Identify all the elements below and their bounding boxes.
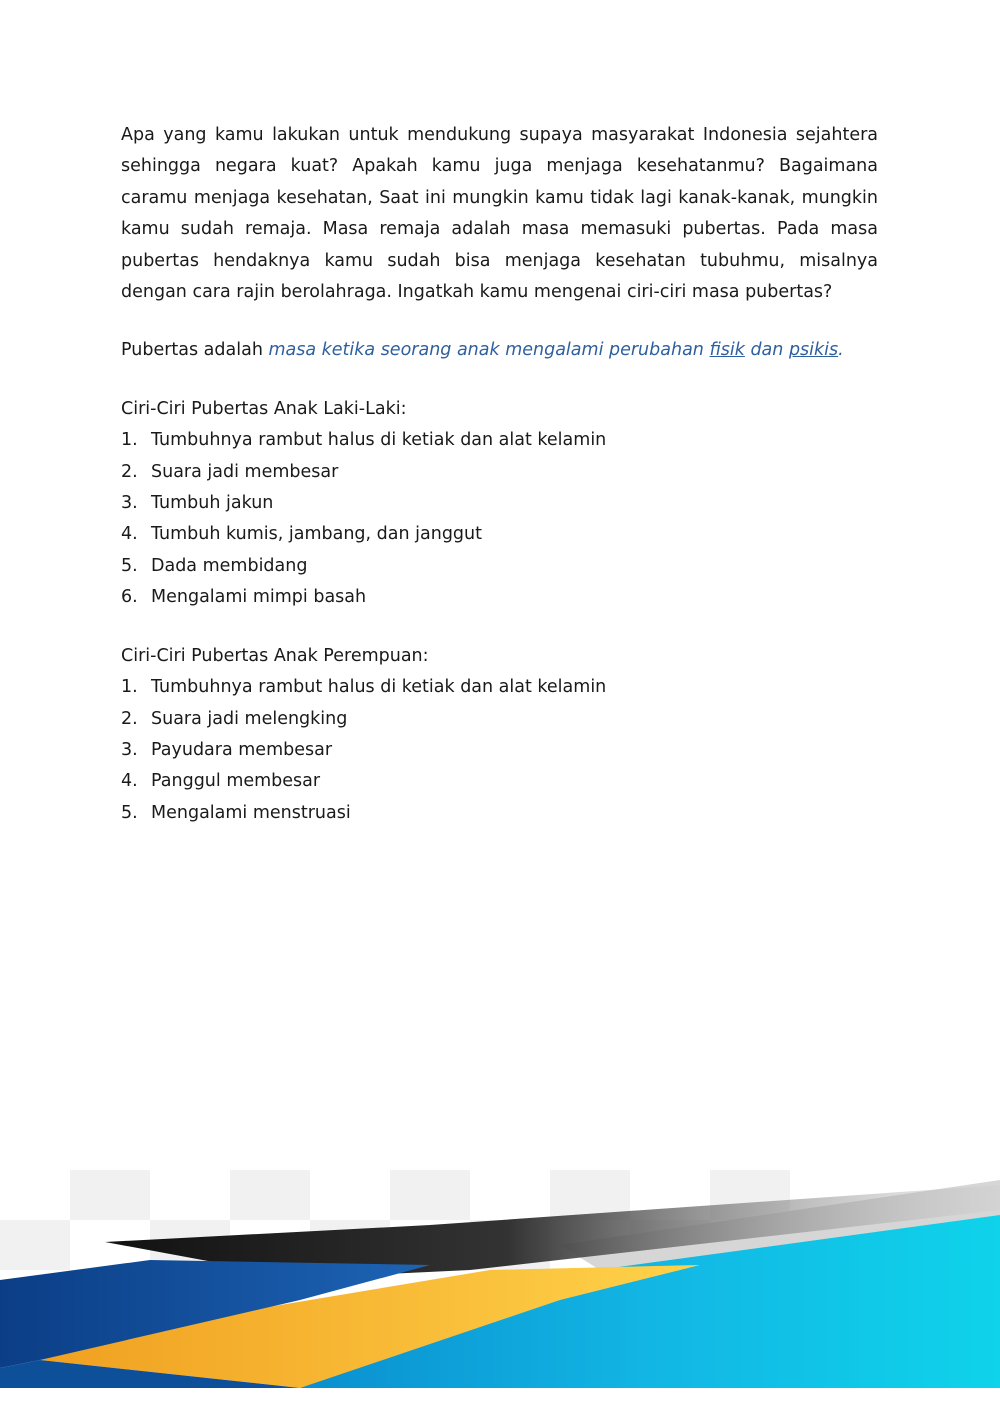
item-text: Tumbuhnya rambut halus di ketiak dan alat kelamin: [151, 677, 607, 698]
item-number: 3.: [121, 739, 138, 760]
item-text: Tumbuhnya rambut halus di ketiak dan alat kelamin: [151, 430, 607, 451]
list-item: [121, 425, 878, 456]
girls-list: [121, 672, 878, 829]
list-item: [121, 766, 878, 797]
item-text: Suara jadi membesar: [151, 461, 339, 482]
decorative-footer-banner: [0, 1150, 1000, 1413]
boys-section: [121, 394, 878, 614]
list-item: [121, 798, 878, 829]
item-number: 2.: [121, 708, 138, 729]
intro-paragraph: Apa yang kamu lakukan untuk mendukung supaya masyarakat Indonesia sejahtera sehingga negara kuat? Apakah kamu juga menjaga kesehatanmu? Bagaimana caramu menjaga kesehatan, Saat ini mungkin kamu tidak lagi kanak-kanak, mungkin kamu sudah remaja. Masa remaja adalah masa memasuki pubertas. Pada masa pubertas hendaknya kamu sudah bisa menjaga kesehatan tubuhmu, misalnya dengan cara rajin berolahraga. Ingatkah kamu mengenai ciri-ciri masa pubertas?: [121, 125, 878, 303]
girls-section: [121, 641, 878, 829]
list-item: [121, 672, 878, 703]
definition-part2: dan: [744, 340, 789, 361]
item-number: 4.: [121, 524, 138, 545]
item-number: 4.: [121, 771, 138, 792]
list-item: [121, 735, 878, 766]
definition-paragraph: [121, 335, 878, 366]
item-number: 2.: [121, 461, 138, 482]
item-number: 1.: [121, 677, 138, 698]
definition-highlight: [268, 340, 843, 360]
item-text: Suara jadi melengking: [151, 708, 348, 729]
item-number: 5.: [121, 802, 138, 823]
item-number: 6.: [121, 587, 138, 608]
link-psikis[interactable]: psikis: [788, 340, 839, 361]
list-item: [121, 488, 878, 519]
item-text: Dada membidang: [151, 555, 308, 576]
item-text: Tumbuh jakun: [151, 493, 274, 514]
boys-title: Ciri-Ciri Pubertas Anak Laki-Laki:: [121, 398, 407, 419]
item-text: Tumbuh kumis, jambang, dan janggut: [151, 524, 482, 545]
definition-part1: masa ketika seorang anak mengalami perubahan: [268, 340, 710, 361]
item-number: 1.: [121, 430, 138, 451]
definition-prefix: Pubertas adalah: [121, 340, 269, 361]
boys-list: [121, 425, 878, 613]
list-item: [121, 582, 878, 613]
list-item: [121, 457, 878, 488]
link-fisik[interactable]: fisik: [709, 340, 745, 361]
list-item: [121, 551, 878, 582]
item-text: Payudara membesar: [151, 739, 333, 760]
item-number: 5.: [121, 555, 138, 576]
list-item: [121, 519, 878, 550]
list-item: [121, 704, 878, 735]
item-number: 3.: [121, 493, 138, 514]
bottom-band: [0, 1388, 1000, 1413]
item-text: Panggul membesar: [151, 771, 321, 792]
item-text: Mengalami menstruasi: [151, 802, 351, 823]
document-body: [121, 120, 878, 829]
item-text: Mengalami mimpi basah: [151, 587, 367, 608]
definition-suffix: .: [838, 340, 844, 361]
girls-title: Ciri-Ciri Pubertas Anak Perempuan:: [121, 645, 429, 666]
